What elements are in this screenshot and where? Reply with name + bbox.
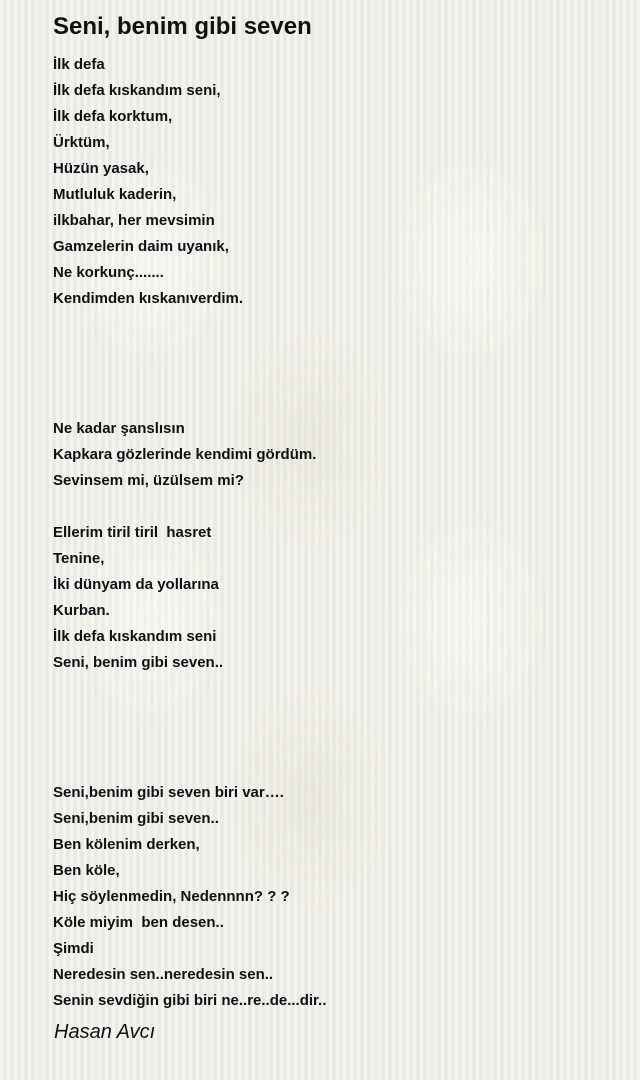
poem-line: Ne korkunç....... [53,264,164,281]
blank-line [53,312,326,338]
poem-body [53,52,326,1014]
poem-line: Ne kadar şanslısın [53,420,185,437]
poem-line: Hüzün yasak, [53,160,149,177]
poem-line: Kapkara gözlerinde kendimi gördüm. [53,446,317,463]
poem-line: Köle miyim ben desen.. [53,914,224,931]
blank-line [53,338,326,364]
poem-line: Şimdi [53,940,94,957]
poem-line: Seni, benim gibi seven.. [53,654,224,671]
poem-line: Ben köle, [53,862,120,879]
poem-line: İlk defa korktum, [53,108,173,125]
blank-line [53,676,326,702]
blank-line [53,364,326,390]
poem-line: ilkbahar, her mevsimin [53,212,215,229]
poem-line: Ben kölenim derken, [53,836,200,853]
blank-line [53,494,326,520]
blank-line [53,390,326,416]
poem-line: Hiç söylenmedin, Nedennnn? ? ? [53,888,290,905]
poem-line: İlk defa [53,56,105,73]
poem-line: Kendimden kıskanıverdim. [53,290,244,307]
poem-line: Neredesin sen..neredesin sen.. [53,966,274,983]
poem-line: İlk defa kıskandım seni [53,628,217,645]
poem-line: Seni,benim gibi seven.. [53,810,219,827]
poem-line: Ürktüm, [53,134,110,151]
blank-line [53,754,326,780]
poem-title: Seni, benim gibi seven [53,13,312,40]
poem-line: Senin sevdiğin gibi biri ne..re..de...dir.. [53,992,327,1009]
poem-line: Gamzelerin daim uyanık, [53,238,229,255]
poem-line: Seni,benim gibi seven biri var…. [53,784,284,801]
poem-line: Tenine, [53,550,105,567]
poem-author: Hasan Avcı [54,1021,156,1043]
blank-line [53,728,326,754]
poem-line: Ellerim tiril tiril hasret [53,524,212,541]
poem-line: İki dünyam da yollarına [53,576,219,593]
poem-line: İlk defa kıskandım seni, [53,82,221,99]
poem-line: Sevinsem mi, üzülsem mi? [53,472,244,489]
poem-line: Mutluluk kaderin, [53,186,177,203]
poem-line: Kurban. [53,602,110,619]
blank-line [53,702,326,728]
